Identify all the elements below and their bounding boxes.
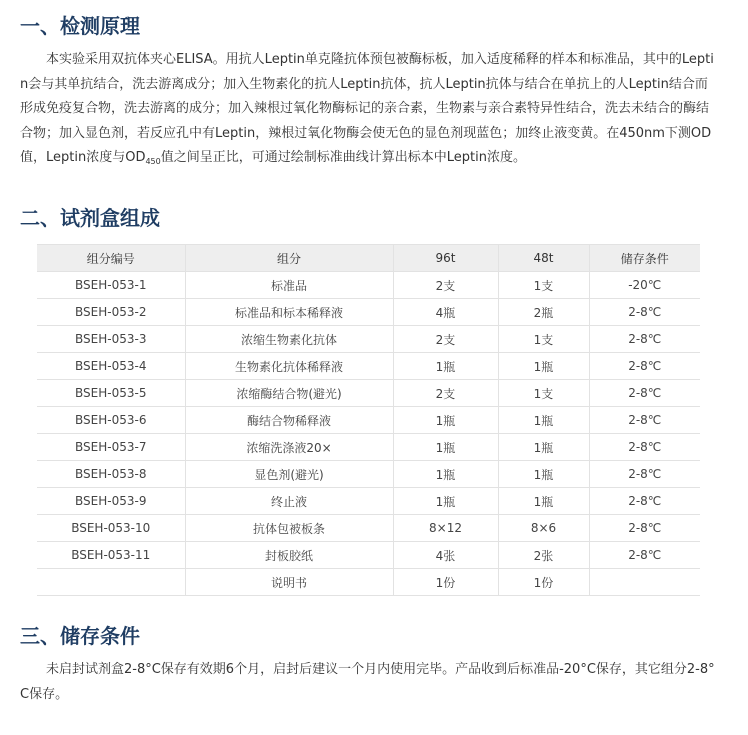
- qty-96t-cell: 1瓶: [393, 461, 498, 488]
- storage-cell: 2-8℃: [589, 434, 700, 461]
- qty-48t-cell: 8×6: [498, 515, 589, 542]
- qty-96t-cell: 1瓶: [393, 488, 498, 515]
- component-code-cell: BSEH-053-4: [37, 353, 185, 380]
- qty-96t-cell: 8×12: [393, 515, 498, 542]
- component-name-cell: 浓缩酶结合物(避光): [185, 380, 393, 407]
- principle-text-end: 值之间呈正比，可通过绘制标准曲线计算出标本中Leptin浓度。: [160, 150, 526, 165]
- column-header: 组分编号: [37, 245, 185, 272]
- qty-48t-cell: 1支: [498, 326, 589, 353]
- component-name-cell: 抗体包被板条: [185, 515, 393, 542]
- qty-48t-cell: 1瓶: [498, 434, 589, 461]
- qty-48t-cell: 1瓶: [498, 407, 589, 434]
- component-code-cell: BSEH-053-1: [37, 272, 185, 299]
- qty-96t-cell: 2支: [393, 326, 498, 353]
- component-code-cell: BSEH-053-8: [37, 461, 185, 488]
- component-name-cell: 浓缩生物素化抗体: [185, 326, 393, 353]
- column-header: 储存条件: [589, 245, 700, 272]
- qty-96t-cell: 1瓶: [393, 353, 498, 380]
- qty-48t-cell: 2张: [498, 542, 589, 569]
- component-name-cell: 终止液: [185, 488, 393, 515]
- qty-96t-cell: 1份: [393, 569, 498, 596]
- storage-cell: 2-8℃: [589, 461, 700, 488]
- component-code-cell: BSEH-053-7: [37, 434, 185, 461]
- table-row: [37, 407, 700, 434]
- table-row: [37, 272, 700, 299]
- storage-cell: 2-8℃: [589, 380, 700, 407]
- storage-cell: 2-8℃: [589, 299, 700, 326]
- table-row: [37, 353, 700, 380]
- storage-cell: 2-8℃: [589, 326, 700, 353]
- storage-cell: 2-8℃: [589, 488, 700, 515]
- table-row: [37, 542, 700, 569]
- storage-cell: 2-8℃: [589, 353, 700, 380]
- table-row: [37, 434, 700, 461]
- principle-paragraph: [20, 48, 720, 171]
- qty-96t-cell: 2支: [393, 380, 498, 407]
- component-name-cell: 封板胶纸: [185, 542, 393, 569]
- qty-48t-cell: 1瓶: [498, 353, 589, 380]
- component-code-cell: BSEH-053-5: [37, 380, 185, 407]
- table-row: [37, 488, 700, 515]
- column-header: 组分: [185, 245, 393, 272]
- qty-48t-cell: 2瓶: [498, 299, 589, 326]
- qty-96t-cell: 4张: [393, 542, 498, 569]
- table-row: [37, 569, 700, 596]
- component-name-cell: 生物素化抗体稀释液: [185, 353, 393, 380]
- component-code-cell: BSEH-053-9: [37, 488, 185, 515]
- qty-96t-cell: 2支: [393, 272, 498, 299]
- table-row: [37, 299, 700, 326]
- column-header: 96t: [393, 245, 498, 272]
- qty-96t-cell: 1瓶: [393, 407, 498, 434]
- qty-48t-cell: 1支: [498, 380, 589, 407]
- qty-96t-cell: 4瓶: [393, 299, 498, 326]
- qty-96t-cell: 1瓶: [393, 434, 498, 461]
- column-header: 48t: [498, 245, 589, 272]
- table-row: [37, 326, 700, 353]
- table-row: [37, 380, 700, 407]
- kit-components-table: [37, 244, 700, 596]
- principle-text: 本实验采用双抗体夹心ELISA。用抗人Leptin单克隆抗体预包被酶标板，加入适度稀释的样本和标准品，其中的Leptin会与其单抗结合，洗去游离成分；加入生物素化的抗人Leptin抗体，抗人Leptin抗体与结合在单抗上的人Leptin结合而形成免疫复合物，洗去游离的成分；加入辣根过氧化物酶标记的亲合素，生物素与亲合素特异性结合，洗去未结合的酶结合物；加入显色剂，若反应孔中有Leptin，辣根过氧化物酶会使无色的显色剂现蓝色；加终止液变黄。在450nm下测OD值，Leptin浓度与OD: [20, 52, 714, 165]
- storage-paragraph: 未启封试剂盒2-8°C保存有效期6个月，启封后建议一个月内使用完毕。产品收到后标准品-20°C保存，其它组分2-8°C保存。: [20, 662, 715, 702]
- qty-48t-cell: 1瓶: [498, 461, 589, 488]
- component-code-cell: [37, 569, 185, 596]
- component-code-cell: BSEH-053-10: [37, 515, 185, 542]
- qty-48t-cell: 1瓶: [498, 488, 589, 515]
- component-name-cell: 标准品: [185, 272, 393, 299]
- storage-heading: 三、储存条件: [20, 624, 140, 648]
- table-row: [37, 515, 700, 542]
- storage-cell: -20℃: [589, 272, 700, 299]
- kit-heading: 二、试剂盒组成: [20, 206, 160, 230]
- storage-cell: 2-8℃: [589, 515, 700, 542]
- storage-cell: [589, 569, 700, 596]
- storage-cell: 2-8℃: [589, 407, 700, 434]
- component-name-cell: 说明书: [185, 569, 393, 596]
- table-header-row: [37, 245, 700, 272]
- storage-cell: 2-8℃: [589, 542, 700, 569]
- principle-heading: 一、检测原理: [20, 14, 140, 38]
- qty-48t-cell: 1支: [498, 272, 589, 299]
- od-subscript: 450: [145, 157, 161, 166]
- component-code-cell: BSEH-053-6: [37, 407, 185, 434]
- table-body: [37, 272, 700, 596]
- component-code-cell: BSEH-053-3: [37, 326, 185, 353]
- component-code-cell: BSEH-053-2: [37, 299, 185, 326]
- component-name-cell: 显色剂(避光): [185, 461, 393, 488]
- component-name-cell: 酶结合物稀释液: [185, 407, 393, 434]
- qty-48t-cell: 1份: [498, 569, 589, 596]
- component-code-cell: BSEH-053-11: [37, 542, 185, 569]
- component-name-cell: 标准品和标本稀释液: [185, 299, 393, 326]
- table-row: [37, 461, 700, 488]
- component-name-cell: 浓缩洗涤液20×: [185, 434, 393, 461]
